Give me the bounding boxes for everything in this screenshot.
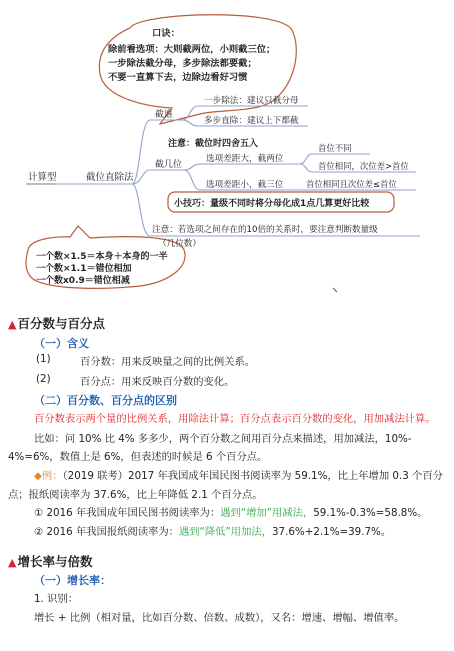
big-child-2: 首位相同，次位差>首位 (318, 161, 409, 171)
answer-1-post: 59.1%-0.3%=58.8%。 (313, 507, 428, 519)
answer-1-pre: ① 2016 年我国成年国民图书阅读率为： (34, 507, 221, 519)
section2-item1: 1. 识别： (34, 593, 78, 605)
answer-2-post: 37.6%+2.1%=39.7%。 (272, 526, 392, 538)
triangle-icon-2: ▲ (8, 556, 17, 569)
root-node: 计算型 (28, 172, 57, 183)
jietui-child-2: 多步直除：建议上下都截 (204, 116, 299, 126)
section1-sub2: （二）百分数、百分点的区别 (34, 394, 177, 407)
section1-title-text: 百分数与百分点 (17, 316, 105, 331)
jiejiwei-big: 选项差距大，截两位 (206, 154, 284, 164)
def2-num: (2) (36, 373, 51, 385)
tip-line-2: 除前看选项：大则截两位，小则截三位； (108, 44, 276, 55)
node-jiejiwei: 截几位 (155, 160, 183, 170)
example-label: ◆例： (34, 470, 63, 482)
section2-title (8, 552, 92, 570)
note-options-2: （几位数） (158, 239, 201, 249)
triangle-icon: ▲ (8, 318, 17, 331)
branch-node: 截位直除法 (86, 172, 134, 183)
big-child-1: 首位不同 (318, 143, 352, 153)
section2-item1-text: 增长 + 比例（相对量，比如百分数、倍数、成数），又名：增速、增幅、增值率。 (34, 612, 405, 624)
section1-sub1: （一）含义 (34, 337, 89, 350)
tip-line-1: 口诀： (152, 28, 180, 39)
tip-bubble (99, 15, 296, 124)
def1-num: (1) (36, 353, 51, 365)
answer-2 (34, 523, 391, 538)
answer-1 (34, 504, 427, 519)
trick-2: 一个数×1.1＝错位相加 (36, 264, 132, 274)
def1-text: 百分数：用来反映量之间的比例关系。 (80, 356, 256, 368)
section1-title (8, 314, 105, 332)
answer-2-green: 遇到“降低”用加法， (178, 526, 272, 538)
exam-line-2: 点；报纸阅读率为 37.6%，比上年降低 2.1 个百分点。 (8, 489, 263, 501)
def2-text: 百分点：用来反映百分数的变化。 (80, 376, 235, 388)
answer-1-green: 遇到“增加”用减法， (220, 507, 314, 519)
small-tip-text: 小技巧：量级不同时将分母化成1点几算更好比较 (174, 199, 370, 209)
tip-line-4: 不要一直算下去，边除边看好习惯 (108, 72, 248, 83)
small-child: 首位相同且次位差≤首位 (306, 179, 397, 189)
trick-1: 一个数×1.5＝本身＋本身的一半 (36, 252, 168, 262)
node-jietui: 截谁 (155, 110, 174, 120)
exam-line-1 (34, 467, 443, 482)
tip-line-3: 一步除法截分母，多步除法都要截； (108, 58, 257, 69)
example-line-1: 比如：问 10% 比 4% 多多少，两个百分数之间用百分点来描述，用加减法，10%- (34, 433, 412, 445)
trick-3: 一个数x0.9＝错位相减 (36, 276, 130, 286)
jiejiwei-small: 选项差距小，截三位 (206, 180, 284, 190)
difference-red-text: 百分数表示两个量的比例关系，用除法计算；百分点表示百分数的变化，用加减法计算。 (34, 413, 436, 425)
section2-sub1: （一）增长率： (34, 574, 111, 587)
jietui-child-1: 一步除法：建议只截分母 (204, 96, 299, 106)
corner-mark (333, 288, 337, 292)
mind-map (0, 0, 454, 300)
note-options-1: 注意：若选项之间存在的10倍的关系时，要注意判断数量级 (152, 225, 378, 235)
exam-line-1-text: （2019 联考）2017 年我国成年国民图书阅读率为 59.1%，比上年增加 0.3 个百分 (62, 470, 443, 482)
answer-2-pre: ② 2016 年我国报纸阅读率为： (34, 526, 179, 538)
section2-title-text: 增长率与倍数 (17, 554, 93, 569)
example-line-2: 4%=6%，数值上是 6%，但表述的时候是 6 个百分点。 (8, 451, 268, 463)
note-rounding: 注意：截位时四舍五入 (168, 139, 259, 149)
